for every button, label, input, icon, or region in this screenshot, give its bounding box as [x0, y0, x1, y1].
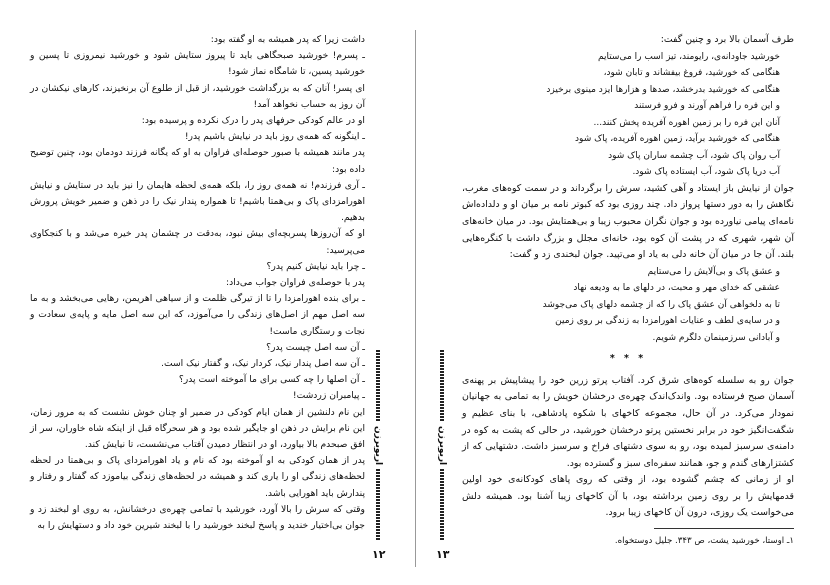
- poem-line: و عشق پاک و بی‌آلایش را می‌ستایم: [647, 266, 780, 277]
- body-paragraph: ای پسر! آنان که به بزرگداشت خورشید، از قبل از طلوع آن برنخیزند، کارهای نیکشان در آن روز به حساب نخواهد آمد!: [30, 82, 365, 110]
- body-paragraph: ـ اینگونه که همه‌ی روز باید در نیایش باشیم پدر!: [184, 131, 365, 143]
- body-paragraph: ـ پسرم! خورشید صبحگاهی باید تا پیروز ستایش شود و خورشید نیمروزی تا پسین و خورشید پسین، تا شامگاه نماز شود!: [30, 50, 365, 78]
- body-paragraph: جوان از نیایش باز ایستاد و آهی کشید، سرش را برگرداند و در سمت کوه‌های مغرب، نگاهش را به دور دستها پرواز داد. چند روزی بود که کبوتر نامه بر میان او و دلداده‌اش نامه‌ای پیامی نیاورده بود و جوان نگران محبوب زیبا و بی‌همتایش بود. در میان خانه‌های آن شهر، شهری که در پشت آن کوه بود، خانه‌ای مجلل و بزرگ داشت با کنگره‌هایی بلند. آن جا در میان آن خانه دلی به یاد او می‌تپید. جوان لبخندی زد و گفت:: [462, 182, 794, 261]
- poem-line: آب دریا پاک شود، آب ایستاده پاک شود.: [632, 167, 780, 178]
- body-paragraph: ـ آن سه اصل پندار نیک، کردار نیک، و گفتار نیک است.: [161, 358, 365, 370]
- body-paragraph: ـ پیامبران زردشت!: [292, 390, 365, 402]
- footnote: ۱ـ اوستا، خورشید یشت، ص ۳۴۳. جلیل دوستخواه.: [614, 535, 794, 546]
- body-paragraph: پدر با حوصله‌ی فراوان جواب می‌داد:: [226, 277, 365, 289]
- poem-line: آنان این فره را بر زمین اهوره آفریده پخش کنند...: [593, 117, 780, 128]
- poem-line: عشقی که خدای مهر و محبت، در دلهای ما به ودیعه نهاد: [573, 283, 780, 294]
- book-title-tab: اریوبرزن: [437, 426, 447, 466]
- page-number: ۱۳: [436, 548, 450, 561]
- poem-line: خورشید جاودانه‌ی، رایومند، تیز اسب را می‌ستایم: [597, 51, 780, 62]
- poem-line: تا به دلخواهی آن عشق پاک را که از چشمه دلهای پاک می‌جوشد: [542, 299, 780, 310]
- body-paragraph: ـ آن سه اصل چیست پدر؟: [266, 341, 365, 353]
- footnote-rule: [654, 528, 794, 529]
- body-paragraph: جوان رو به سلسله کوه‌های شرق کرد. آفتاب پرتو زرین خود را پیشاپیش بر پهنه‌ی آسمان صبح فرستاده بود. واندک‌اندک چهره‌ی درخشان خویش را به تمامی به جهانیان نمودار می‌کرد. در آن حال، مجموعه کاخهای با شکوه پادشاهی، با بنای عظیم و شگفت‌انگیز خود در برابر نخستین پرتو درخشان خورشید، در حالی که پشت به کوه در دامنه‌ی سرسبز لمیده بود، رو به سوی دشتهای فراخ و سرسبز داشت. دشتهایی که از کشتزارهای گندم و جو، همانند سفره‌ای سبز و گسترده بود.: [462, 374, 794, 469]
- body-paragraph: ـ آن اصلها را چه کسی برای ما آموخته است پدر؟: [178, 374, 365, 386]
- body-paragraph: این نام دلنشین از همان ایام کودکی در ضمیر او چنان خوش نشست که به مرور زمان، این نام برایش در ذهن او جایگیر شده بود و هر سحرگاه قبل از اینکه شاه خاوران، سر از افق صبحدم بالا بیاورد، او در انتظار دمیدن آفتاب می‌نشست، تا نیایش کند.: [30, 406, 365, 451]
- poem-line: آب روان پاک شود، آب چشمه ساران پاک شود: [608, 150, 780, 161]
- poem-line: هنگامی که خورشید، فروغ بیفشاند و تابان شود،: [603, 68, 780, 79]
- body-paragraph: ـ آری فرزندم! نه همه‌ی روز را، بلکه همه‌ی لحظه هایمان را نیز باید در ستایش و نیایش اهورامزدای پاک و بی‌همتا باشیم! تا همواره پندار نیک را در ذهن و ضمیر خویش پرورش بدهیم.: [30, 179, 365, 224]
- body-paragraph: او در عالم کودکی حرفهای پدر را درک نکرده و پرسیده بود:: [141, 115, 365, 127]
- poem-line: و آبادانی سرزمینمان دلگرم شویم.: [652, 332, 780, 343]
- body-paragraph: او که آن‌روزها پسربچه‌ای بیش نبود، به‌دقت در چشمان پدر خیره می‌شد و با کنجکاوی می‌پرسید:: [30, 228, 365, 256]
- intro-line: طرف آسمان بالا برد و چنین گفت:: [660, 34, 794, 45]
- body-paragraph: ـ چرا باید نیایش کنیم پدر؟: [266, 260, 365, 272]
- poem-line: و در سایه‌ی لطف و عنایات اهورامزدا به زندگی بر روی زمین: [555, 316, 780, 327]
- body-paragraph: پدر از همان کودکی به او آموخته بود که نام و یاد اهورامزدای پاک و بی‌همتا در لحظه لحظه‌های زندگی او را یاری کند و همیشه در لحظه‌های زندگی بیاموزد که گفتار و رفتار و پندارش باید اهورایی باشد.: [30, 455, 365, 499]
- book-title-tab: اریوبرزن: [373, 426, 383, 466]
- body-paragraph: پدر مانند همیشه با صبور حوصله‌ای فراوان به او که یگانه فرزند دودمان بود، چنین توضیح داده بود:: [30, 147, 365, 175]
- page-number: ۱۲: [372, 548, 386, 561]
- section-separator: * * *: [609, 353, 647, 365]
- tab-stripe: [440, 469, 444, 541]
- poem-line: و این فره را فراهم آورند و فرو فرستند: [634, 101, 780, 112]
- right-page-text: [462, 32, 794, 549]
- body-paragraph: ـ برای بنده اهورامزدا را تا از تیرگی ظلمت و از سیاهی اهریمن، رهایی می‌بخشد و به ما سه اصل مهم از اصل‌های زندگی را می‌آموزد، که این سه اصل مایه و پایه‌ی سعادت و نجات و رستگاری ماست!: [30, 293, 365, 337]
- poem-line: هنگامی که خورشید بدرخشد، صدها و هزارها ایزد مینوی برخیزد: [546, 84, 780, 95]
- body-paragraph: او از زمانی که چشم گشوده بود، از وقتی که روی پاهای کودکانه‌ی خود اولین قدمهایش را بر روی زمین برداشته بود، با آن کاخهای زیبا آشنا بود. همیشه دلش می‌خواست یک روزی، درون آن کاخهای زیبا برود.: [462, 474, 794, 519]
- tab-stripe: [440, 350, 444, 422]
- poem-line: هنگامی که خورشید برآید، زمین اهوره آفریده، پاک شود: [575, 134, 780, 145]
- body-paragraph: وقتی که سرش را بالا آورد، خورشید با تمامی چهره‌ی درخشانش، به روی او لبخند زد و جوان بی‌اختیار خندید و پاسخ لبخند خورشید را با لبخند شیرین خود داد و دستهایش را به: [30, 503, 365, 532]
- right-side-tab: [436, 350, 448, 541]
- body-paragraph: داشت زیرا که پدر همیشه به او گفته بود:: [210, 34, 365, 45]
